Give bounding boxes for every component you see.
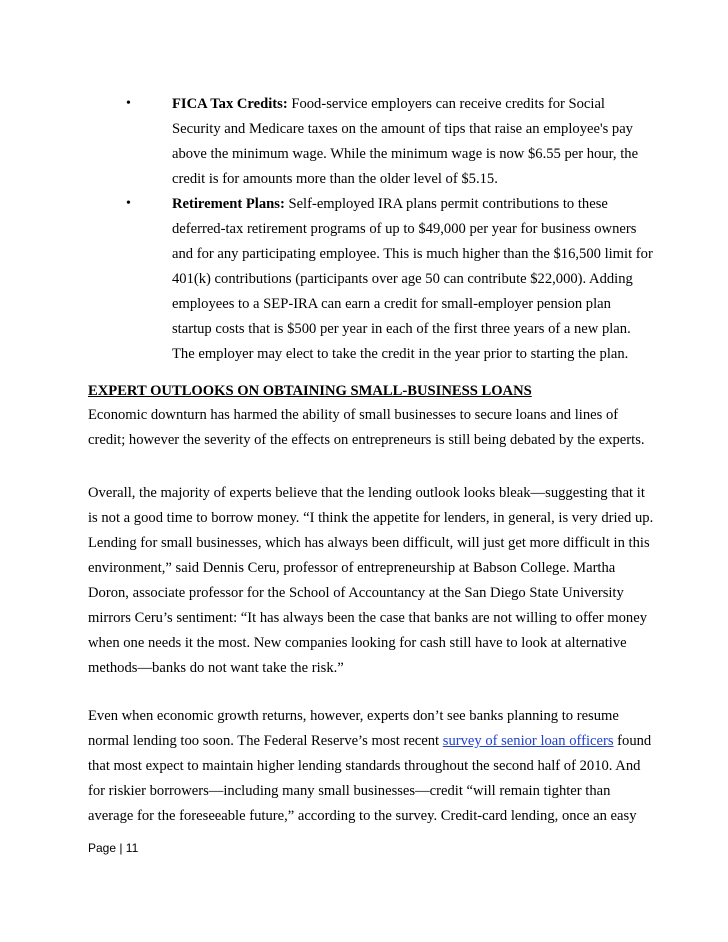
paragraph-line: when one needs it the most. New companies looking for cash still have to look at alternative xyxy=(88,635,627,651)
page-number-footer: Page | 11 xyxy=(88,841,139,855)
bullet-marker: • xyxy=(126,196,131,211)
bullet-fica-line: credit is for amounts more than the older level of $5.15. xyxy=(172,171,498,187)
paragraph-text: found xyxy=(613,733,652,749)
paragraph-line: credit; however the severity of the effects on entrepreneurs is still being debated by the experts. xyxy=(88,432,645,448)
section-heading: EXPERT OUTLOOKS ON OBTAINING SMALL-BUSINESS LOANS xyxy=(88,383,532,399)
bullet-fica-line: above the minimum wage. While the minimum wage is now $6.55 per hour, the xyxy=(172,146,639,162)
paragraph-text: normal lending too soon. The Federal Reserve’s most recent xyxy=(88,733,443,749)
paragraph-line: is not a good time to borrow money. “I think the appetite for lenders, in general, is very dried up. xyxy=(88,510,654,526)
paragraph-line: methods—banks do not want take the risk.” xyxy=(88,660,344,676)
paragraph-line: mirrors Ceru’s sentiment: “It has always been the case that banks are not willing to offer money xyxy=(88,610,648,626)
paragraph-line: average for the foreseeable future,” according to the survey. Credit-card lending, once an easy xyxy=(88,808,637,824)
bullet-fica-text: Food-service employers can receive credits for Social xyxy=(287,96,605,112)
bullet-retirement-line: 401(k) contributions (participants over age 50 can contribute $22,000). Adding xyxy=(172,271,633,287)
bullet-retirement-first-line xyxy=(172,195,608,213)
bullet-retirement-line: deferred-tax retirement programs of up to $49,000 per year for business owners xyxy=(172,221,637,237)
paragraph-line-with-link xyxy=(88,732,651,750)
paragraph-line: that most expect to maintain higher lending standards throughout the second half of 2010. And xyxy=(88,758,641,774)
bullet-retirement-line: and for any participating employee. This is much higher than the $16,500 limit for xyxy=(172,246,653,262)
bullet-fica-title: FICA Tax Credits: xyxy=(172,96,288,112)
bullet-retirement-line: The employer may elect to take the credit in the year prior to starting the plan. xyxy=(172,346,629,362)
paragraph-line: for riskier borrowers—including many small businesses—credit “will remain tighter than xyxy=(88,783,611,799)
bullet-retirement-title: Retirement Plans: xyxy=(172,196,285,212)
paragraph-line: environment,” said Dennis Ceru, professor of entrepreneurship at Babson College. Martha xyxy=(88,560,616,576)
bullet-marker: • xyxy=(126,96,131,111)
bullet-retirement-line: startup costs that is $500 per year in each of the first three years of a new plan. xyxy=(172,321,631,337)
paragraph-line: Even when economic growth returns, however, experts don’t see banks planning to resume xyxy=(88,708,619,724)
paragraph-line: Doron, associate professor for the School of Accountancy at the San Diego State University xyxy=(88,585,624,601)
paragraph-line: Lending for small businesses, which has always been difficult, will just get more difficult in this xyxy=(88,535,650,551)
survey-link[interactable]: survey of senior loan officers xyxy=(442,733,614,749)
bullet-fica-first-line xyxy=(172,95,605,113)
bullet-retirement-text: Self-employed IRA plans permit contributions to these xyxy=(284,196,608,212)
paragraph-line: Economic downturn has harmed the ability of small businesses to secure loans and lines of xyxy=(88,407,619,423)
bullet-retirement-line: employees to a SEP-IRA can earn a credit for small-employer pension plan xyxy=(172,296,611,312)
bullet-fica-line: Security and Medicare taxes on the amount of tips that raise an employee's pay xyxy=(172,121,633,137)
paragraph-line: Overall, the majority of experts believe that the lending outlook looks bleak—suggesting that it xyxy=(88,485,645,501)
